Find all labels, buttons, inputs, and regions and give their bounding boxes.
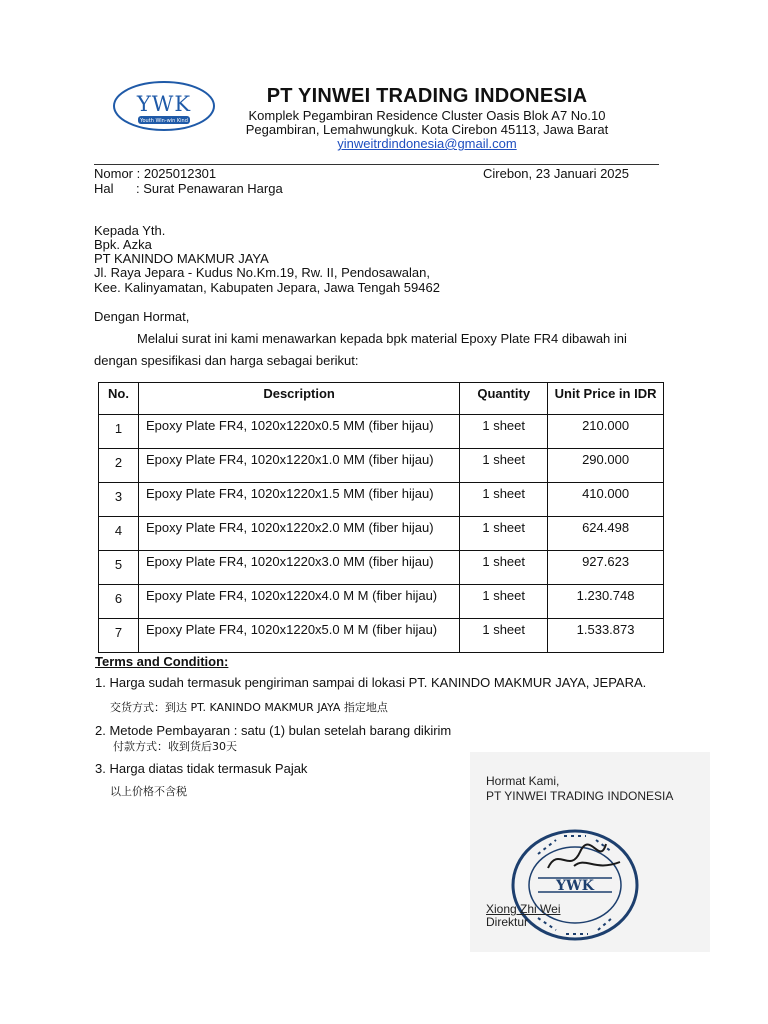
letter-subject-label: Hal <box>94 181 114 196</box>
header-unit-price: Unit Price in IDR <box>548 383 664 415</box>
company-address-line1: Komplek Pegambiran Residence Cluster Oasis Blok A7 No.10 <box>248 108 606 123</box>
cell-quantity: 1 sheet <box>460 585 548 619</box>
cell-description: Epoxy Plate FR4, 1020x1220x3.0 MM (fiber hijau) <box>138 551 459 585</box>
company-name: PT YINWEI TRADING INDONESIA <box>266 85 588 107</box>
cell-quantity: 1 sheet <box>460 415 548 449</box>
table-row <box>99 551 664 585</box>
table-header-row <box>99 383 664 415</box>
cell-no: 5 <box>99 551 139 585</box>
logo-tagline: Youth Win-win Kind <box>140 118 188 124</box>
company-logo <box>112 80 216 132</box>
cell-price: 290.000 <box>548 449 664 483</box>
table-row <box>99 517 664 551</box>
cell-no: 7 <box>99 619 139 653</box>
company-address-line2: Pegambiran, Lemahwungkuk. Kota Cirebon 45113, Jawa Barat <box>245 122 609 137</box>
term-item-chinese: 以上价格不含税 <box>110 785 187 798</box>
body-paragraph: Melalui surat ini kami menawarkan kepada bpk material Epoxy Plate FR4 dibawah ini <box>137 331 627 346</box>
cell-price: 410.000 <box>548 483 664 517</box>
cell-quantity: 1 sheet <box>460 483 548 517</box>
cell-description: Epoxy Plate FR4, 1020x1220x5.0 M M (fiber hijau) <box>138 619 459 653</box>
header-rule <box>94 164 659 165</box>
letter-subject: : Surat Penawaran Harga <box>136 181 283 196</box>
cell-no: 6 <box>99 585 139 619</box>
term-item: 1. Harga sudah termasuk pengiriman sampai di lokasi PT. KANINDO MAKMUR JAYA, JEPARA. <box>95 675 647 690</box>
letter-number: Nomor : 2025012301 <box>94 166 217 181</box>
cell-no: 3 <box>99 483 139 517</box>
cell-no: 1 <box>99 415 139 449</box>
table-row <box>99 449 664 483</box>
logo-text: YWK <box>136 92 192 116</box>
cell-price: 210.000 <box>548 415 664 449</box>
header-quantity: Quantity <box>460 383 548 415</box>
cell-price: 624.498 <box>548 517 664 551</box>
recipient-line: Kee. Kalinyamatan, Kabupaten Jepara, Jawa Tengah 59462 <box>94 280 440 295</box>
terms-title: Terms and Condition: <box>95 654 229 669</box>
header-description: Description <box>138 383 459 415</box>
company-stamp <box>508 826 642 944</box>
price-table <box>98 382 664 653</box>
cell-description: Epoxy Plate FR4, 1020x1220x1.5 MM (fiber hijau) <box>138 483 459 517</box>
greeting: Dengan Hormat, <box>94 309 190 324</box>
term-item-chinese: 交货方式：到达 PT. KANINDO MAKMUR JAYA 指定地点 <box>110 701 388 714</box>
cell-description: Epoxy Plate FR4, 1020x1220x0.5 MM (fiber hijau) <box>138 415 459 449</box>
stamp-text: YWK <box>556 878 594 894</box>
cell-description: Epoxy Plate FR4, 1020x1220x1.0 MM (fiber hijau) <box>138 449 459 483</box>
cell-description: Epoxy Plate FR4, 1020x1220x4.0 M M (fiber hijau) <box>138 585 459 619</box>
letter-date: Cirebon, 23 Januari 2025 <box>483 166 629 181</box>
recipient-line: Bpk. Azka <box>94 237 152 252</box>
cell-quantity: 1 sheet <box>460 551 548 585</box>
table-row <box>99 619 664 653</box>
cell-quantity: 1 sheet <box>460 517 548 551</box>
term-item: 2. Metode Pembayaran : satu (1) bulan setelah barang dikirim <box>95 723 452 738</box>
header-no: No. <box>99 383 139 415</box>
cell-quantity: 1 sheet <box>460 619 548 653</box>
signature-company: PT YINWEI TRADING INDONESIA <box>486 789 674 803</box>
cell-price: 927.623 <box>548 551 664 585</box>
table-row <box>99 415 664 449</box>
cell-description: Epoxy Plate FR4, 1020x1220x2.0 MM (fiber hijau) <box>138 517 459 551</box>
recipient-line: Jl. Raya Jepara - Kudus No.Km.19, Rw. II, Pendosawalan, <box>94 265 431 280</box>
cell-price: 1.230.748 <box>548 585 664 619</box>
table-row <box>99 483 664 517</box>
cell-no: 4 <box>99 517 139 551</box>
term-item-chinese: 付款方式：收到货后30天 <box>113 740 237 753</box>
signatory-name: Xiong Zhi Wei <box>486 902 561 916</box>
company-email-link[interactable]: yinweitrdindonesia@gmail.com <box>337 136 517 151</box>
term-item: 3. Harga diatas tidak termasuk Pajak <box>95 761 308 776</box>
body-paragraph: dengan spesifikasi dan harga sebagai berikut: <box>94 353 359 368</box>
signatory-title: Direktur <box>486 915 529 929</box>
cell-price: 1.533.873 <box>548 619 664 653</box>
cell-no: 2 <box>99 449 139 483</box>
recipient-line: PT KANINDO MAKMUR JAYA <box>94 251 269 266</box>
table-row <box>99 585 664 619</box>
recipient-line: Kepada Yth. <box>94 223 166 238</box>
cell-quantity: 1 sheet <box>460 449 548 483</box>
signature-closing: Hormat Kami, <box>486 774 560 788</box>
